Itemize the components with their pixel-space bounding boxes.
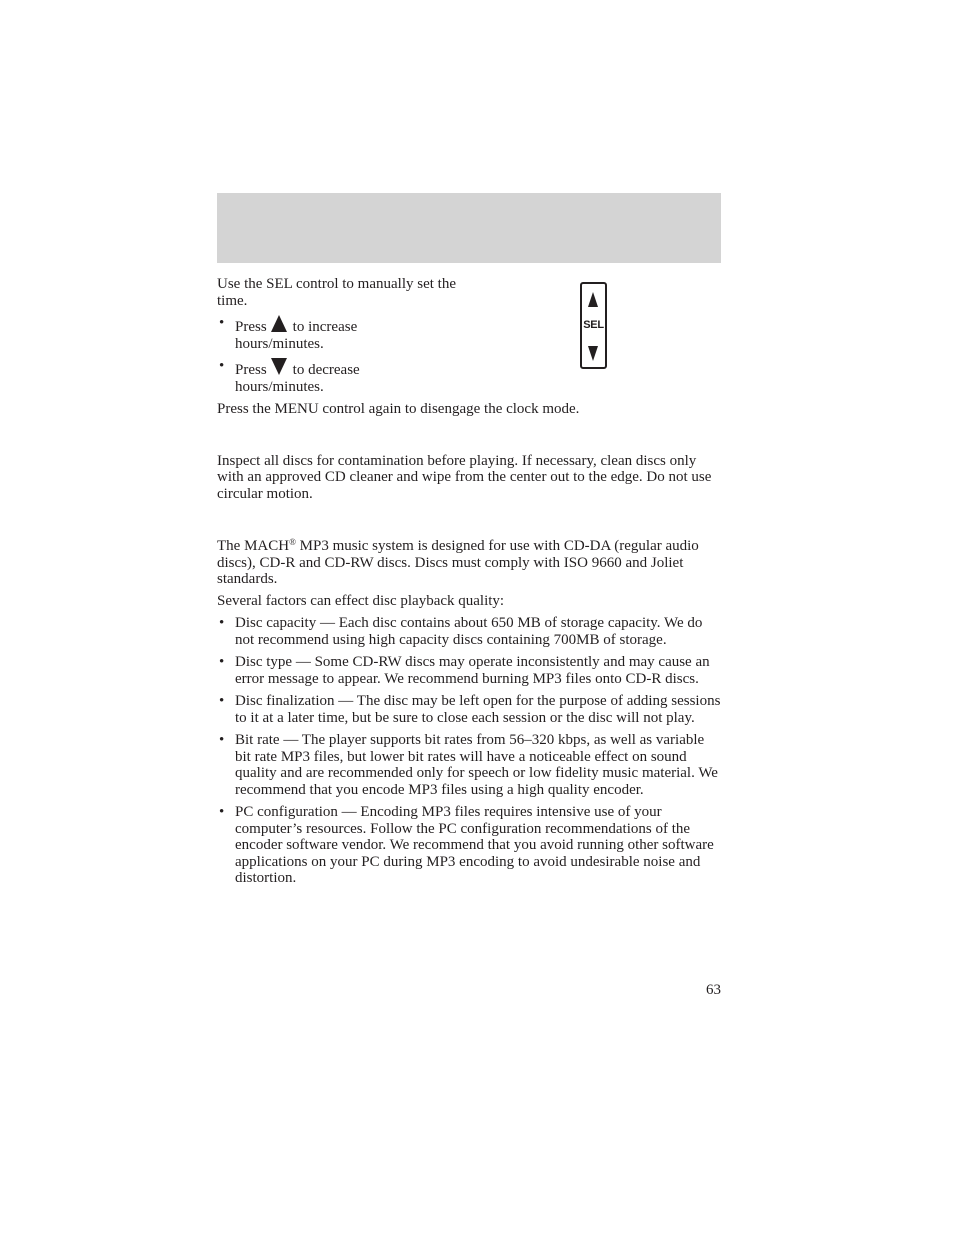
clock-outro-text: Press the MENU control again to disengage the clock mode. — [217, 401, 580, 417]
list-item: • Disc finalization — The disc may be left open for the purpose of adding sessions to it at a later time, but be sure to close each session or the disc will not play. — [217, 693, 721, 726]
mp3-intro-paragraph — [217, 538, 721, 588]
registered-mark: ® — [289, 537, 296, 547]
list-item — [217, 358, 435, 395]
up-arrow-icon — [271, 315, 287, 332]
factors-list — [217, 615, 721, 887]
sel-label: SEL — [583, 319, 604, 331]
mp3-intro-pre: The MACH — [217, 538, 290, 554]
list-item: • Bit rate — The player supports bit rates from 56–320 kbps, as well as variable bit rate MP3 files, but lower bit rates will have a noticeable effect on sound quality and are recommended only for speech or low fidelity music material. We recommend that you encode MP3 files using a high quality encoder. — [217, 732, 721, 798]
down-arrow-icon — [271, 358, 287, 375]
decrease-text: to decrease hours/minutes. — [235, 362, 360, 395]
page-number: 63 — [706, 982, 721, 998]
list-item — [217, 315, 435, 352]
list-item: • PC configuration — Encoding MP3 files requires intensive use of your computer’s resources. Follow the PC configuration recommendations of the encoder software vendor. We recommend that you avoid running other software applications on your PC during MP3 encoding to avoid undesirable noise and distortion. — [217, 804, 721, 887]
clock-intro-text: Use the SEL control to manually set the time. — [217, 276, 456, 309]
up-arrow-icon — [588, 292, 598, 307]
clock-instructions-list — [217, 315, 721, 395]
page-content — [217, 276, 721, 887]
cd-care-paragraph: Inspect all discs for contamination before playing. If necessary, clean discs only with an approved CD cleaner and wipe from the center out to the edge. Do not use circular motion. — [217, 452, 712, 502]
list-item: • Disc capacity — Each disc contains about 650 MB of storage capacity. We do not recommend using high capacity discs containing 700MB of storage. — [217, 615, 721, 648]
factors-intro-text: Several factors can effect disc playback quality: — [217, 592, 505, 609]
list-item: • Disc type — Some CD-RW discs may operate inconsistently and may cause an error message to appear. We recommend burning MP3 files onto CD-R discs. — [217, 654, 721, 687]
press-label: Press — [235, 319, 267, 335]
section-header-band — [217, 193, 721, 263]
mp3-intro-post: MP3 music system is designed for use with CD-DA (regular audio discs), CD-R and CD-RW discs. Discs must comply with ISO 9660 and Joliet standards. — [217, 538, 699, 587]
down-arrow-icon — [588, 346, 598, 361]
sel-control-illustration — [580, 282, 607, 369]
increase-text: to increase hours/minutes. — [235, 319, 358, 352]
press-label: Press — [235, 362, 267, 378]
